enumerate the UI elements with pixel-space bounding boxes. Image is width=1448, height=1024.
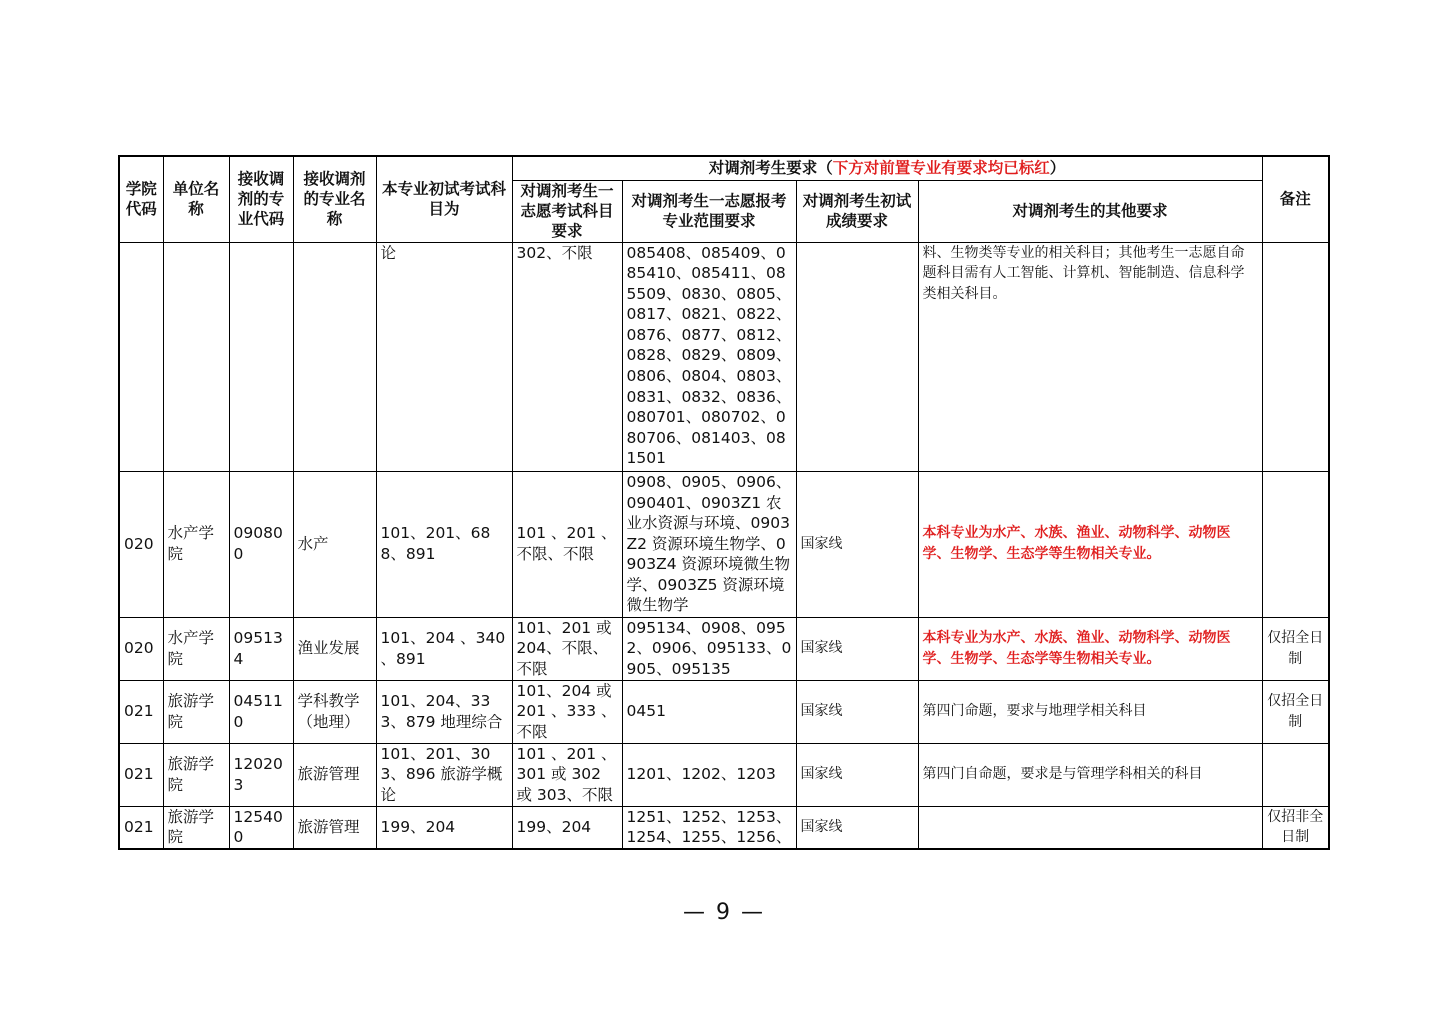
page-number: — 9 — bbox=[683, 900, 765, 925]
cell-major-code: 120203 bbox=[229, 743, 293, 806]
cell-other-req: 料、生物类等专业的相关科目；其他考生一志愿自命题科目需有人工智能、计算机、智能制造、信息科学类相关科目。 bbox=[918, 242, 1262, 471]
cell-exam-subjects: 论 bbox=[376, 242, 512, 471]
cell-major-name: 渔业发展 bbox=[293, 617, 376, 680]
cell-college-code: 021 bbox=[119, 743, 163, 806]
cell-college-code: 021 bbox=[119, 680, 163, 743]
cell-college-code bbox=[119, 242, 163, 471]
cell-subject-req: 101 、201 、不限、不限 bbox=[512, 471, 622, 617]
cell-unit-name: 旅游学院 bbox=[163, 806, 229, 849]
cell-major-name: 旅游管理 bbox=[293, 743, 376, 806]
cell-unit-name: 旅游学院 bbox=[163, 743, 229, 806]
cell-other-req bbox=[918, 806, 1262, 849]
admission-table bbox=[118, 155, 1330, 850]
cell-unit-name: 水产学院 bbox=[163, 471, 229, 617]
cell-remark: 仅招全日制 bbox=[1262, 617, 1329, 680]
cell-unit-name: 旅游学院 bbox=[163, 680, 229, 743]
cell-remark: 仅招非全日制 bbox=[1262, 806, 1329, 849]
cell-major-range: 1201、1202、1203 bbox=[622, 743, 796, 806]
cell-other-req: 本科专业为水产、水族、渔业、动物科学、动物医学、生物学、生态学等生物相关专业。 bbox=[918, 617, 1262, 680]
cell-remark bbox=[1262, 471, 1329, 617]
header-score-req: 对调剂考生初试成绩要求 bbox=[796, 180, 918, 242]
cell-major-range: 0908、0905、0906、090401、0903Z1 农业水资源与环境、0903Z2 资源环境生物学、0903Z4 资源环境微生物学、0903Z5 资源环境微生物学 bbox=[622, 471, 796, 617]
cell-unit-name: 水产学院 bbox=[163, 617, 229, 680]
cell-other-req: 第四门自命题，要求是与管理学科相关的科目 bbox=[918, 743, 1262, 806]
cell-major-code bbox=[229, 242, 293, 471]
header-exam-subjects: 本专业初试考试科目为 bbox=[376, 156, 512, 242]
header-group-red-note: 下方对前置专业有要求均已标红 bbox=[832, 159, 1050, 178]
cell-exam-subjects: 199、204 bbox=[376, 806, 512, 849]
cell-major-name: 学科教学（地理） bbox=[293, 680, 376, 743]
header-subject-req: 对调剂考生一志愿考试科目要求 bbox=[512, 180, 622, 242]
header-major-code: 接收调剂的专业代码 bbox=[229, 156, 293, 242]
table-row bbox=[119, 806, 1329, 849]
cell-major-range: 1251、1252、1253、1254、1255、1256、 bbox=[622, 806, 796, 849]
cell-major-name bbox=[293, 242, 376, 471]
cell-other-req: 本科专业为水产、水族、渔业、动物科学、动物医学、生物学、生态学等生物相关专业。 bbox=[918, 471, 1262, 617]
cell-major-code: 095134 bbox=[229, 617, 293, 680]
cell-college-code: 020 bbox=[119, 471, 163, 617]
cell-exam-subjects: 101、201、303、896 旅游学概论 bbox=[376, 743, 512, 806]
cell-score-req: 国家线 bbox=[796, 743, 918, 806]
cell-score-req: 国家线 bbox=[796, 806, 918, 849]
cell-remark: 仅招全日制 bbox=[1262, 680, 1329, 743]
header-college-code: 学院代码 bbox=[119, 156, 163, 242]
table-row bbox=[119, 680, 1329, 743]
header-remark: 备注 bbox=[1262, 156, 1329, 242]
cell-major-range: 0451 bbox=[622, 680, 796, 743]
cell-major-code: 125400 bbox=[229, 806, 293, 849]
cell-major-code: 045110 bbox=[229, 680, 293, 743]
cell-major-range: 095134、0908、0952、0906、095133、0905、095135 bbox=[622, 617, 796, 680]
header-other-req: 对调剂考生的其他要求 bbox=[918, 180, 1262, 242]
cell-score-req: 国家线 bbox=[796, 617, 918, 680]
cell-subject-req: 101 、201 、301 或 302 或 303、不限 bbox=[512, 743, 622, 806]
cell-major-code: 090800 bbox=[229, 471, 293, 617]
table-row bbox=[119, 743, 1329, 806]
cell-score-req: 国家线 bbox=[796, 680, 918, 743]
cell-score-req: 国家线 bbox=[796, 471, 918, 617]
cell-major-name: 水产 bbox=[293, 471, 376, 617]
cell-subject-req: 101、204 或 201 、333 、不限 bbox=[512, 680, 622, 743]
cell-remark bbox=[1262, 242, 1329, 471]
table-row bbox=[119, 617, 1329, 680]
header-group-prefix: 对调剂考生要求（ bbox=[708, 159, 833, 178]
cell-subject-req: 302、不限 bbox=[512, 242, 622, 471]
header-group-suffix: ） bbox=[1049, 159, 1066, 178]
table-row bbox=[119, 242, 1329, 471]
header-major-name: 接收调剂的专业名称 bbox=[293, 156, 376, 242]
cell-major-range: 085408、085409、085410、085411、085509、0830、0805、0817、0821、0822、0876、0877、0812、0828、0829、0809、0806、0804、0803、0831、0832、0836、080701、080702、080706、081403、081501 bbox=[622, 242, 796, 471]
cell-college-code: 020 bbox=[119, 617, 163, 680]
cell-exam-subjects: 101、204、333、879 地理综合 bbox=[376, 680, 512, 743]
cell-score-req bbox=[796, 242, 918, 471]
cell-other-req: 第四门命题，要求与地理学相关科目 bbox=[918, 680, 1262, 743]
header-unit-name: 单位名称 bbox=[163, 156, 229, 242]
cell-exam-subjects: 101、201、688、891 bbox=[376, 471, 512, 617]
cell-major-name: 旅游管理 bbox=[293, 806, 376, 849]
cell-college-code: 021 bbox=[119, 806, 163, 849]
header-major-range: 对调剂考生一志愿报考专业范围要求 bbox=[622, 180, 796, 242]
table-row bbox=[119, 471, 1329, 617]
cell-subject-req: 101、201 或 204、不限、不限 bbox=[512, 617, 622, 680]
header-group-title bbox=[512, 156, 1262, 180]
cell-unit-name bbox=[163, 242, 229, 471]
cell-exam-subjects: 101、204 、340 、891 bbox=[376, 617, 512, 680]
cell-remark bbox=[1262, 743, 1329, 806]
cell-subject-req: 199、204 bbox=[512, 806, 622, 849]
